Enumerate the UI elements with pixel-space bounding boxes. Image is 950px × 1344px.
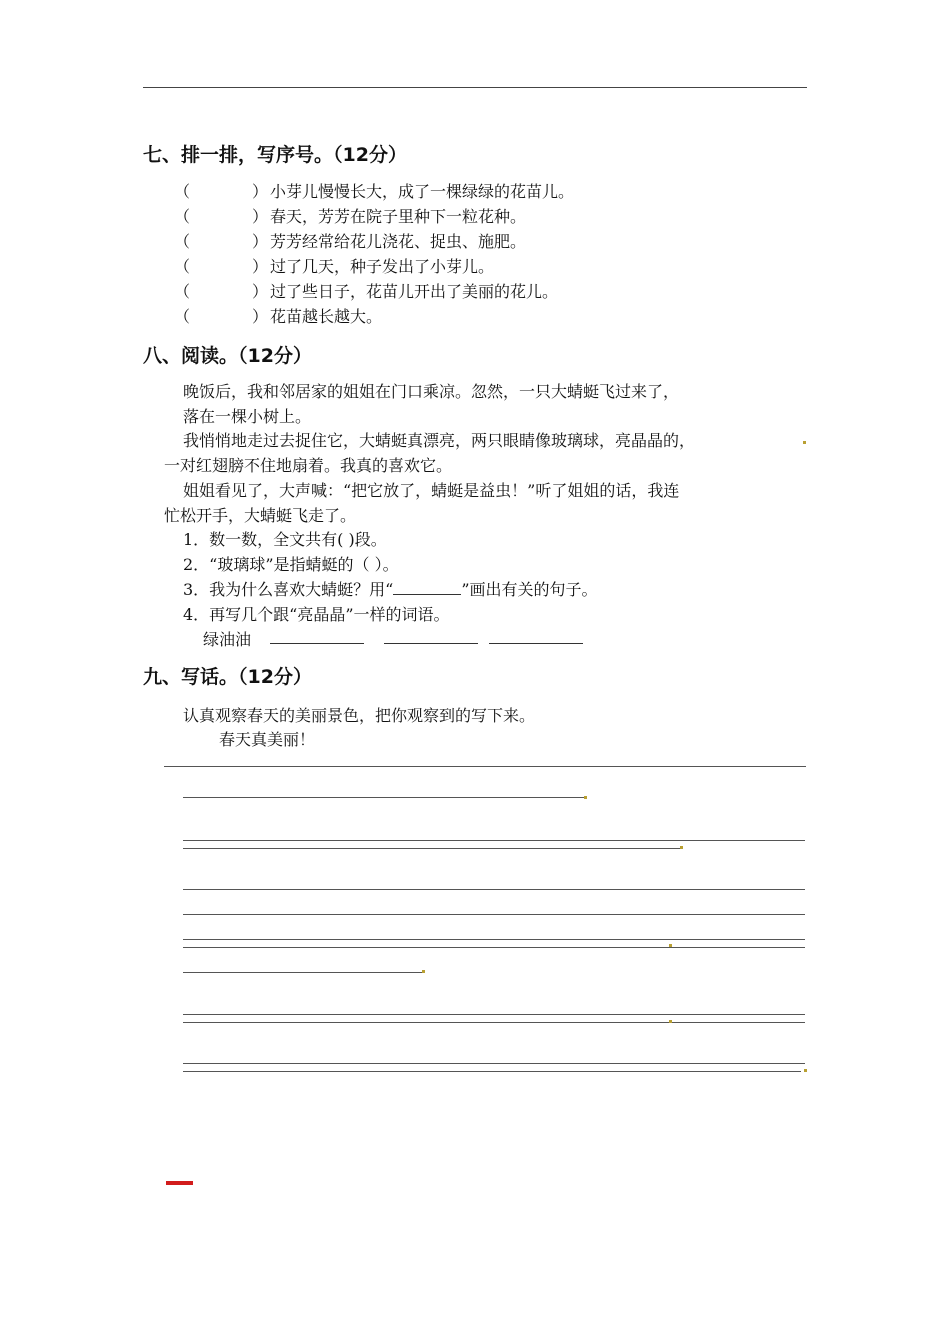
question-3 [183, 577, 598, 600]
stray-mark [669, 944, 672, 947]
paren-close: ） [252, 257, 269, 276]
section-9-heading: 九、写话。（12分） [143, 666, 312, 688]
question-3-suffix: ”画出有关的句子。 [461, 580, 598, 599]
writing-line [183, 947, 805, 948]
writing-start-line: 春天真美丽！ [219, 730, 316, 749]
paren-open: （ [174, 282, 191, 301]
ordering-item-text: 小芽儿慢慢长大，成了一棵绿绿的花苗儿。 [270, 182, 575, 201]
writing-line [183, 848, 680, 849]
stray-mark [422, 970, 425, 973]
paren-close: ） [252, 182, 269, 201]
answer-blank-2[interactable] [384, 643, 478, 644]
writing-line [183, 1071, 801, 1072]
question-4-example: 绿油油 [203, 630, 252, 649]
writing-line [183, 1014, 805, 1015]
answer-blank-1[interactable] [270, 643, 364, 644]
question-1: 1．数一数，全文共有( )段。 [183, 530, 387, 549]
stray-mark [803, 441, 806, 444]
red-footer-mark [166, 1181, 193, 1185]
writing-line [183, 840, 805, 841]
section-7-heading: 七、排一排，写序号。（12分） [143, 144, 407, 166]
paren-close: ） [252, 282, 269, 301]
stray-mark [669, 1020, 672, 1023]
writing-line [183, 972, 423, 973]
ordering-item-text: 芳芳经常给花儿浇花、捉虫、施肥。 [270, 232, 527, 251]
writing-line [183, 797, 585, 798]
question-2: 2．“玻璃球”是指蜻蜓的（ ）。 [183, 555, 399, 574]
writing-line [164, 766, 806, 767]
section-8-heading: 八、阅读。（12分） [143, 345, 312, 367]
ordering-item-text: 花苗越长越大。 [270, 307, 383, 326]
paren-open: （ [174, 232, 191, 251]
passage-line: 忙松开手，大蜻蜓飞走了。 [164, 506, 357, 525]
writing-line [183, 1022, 805, 1023]
stray-mark [584, 796, 587, 799]
passage-line: 晚饭后，我和邻居家的姐姐在门口乘凉。忽然，一只大蜻蜓飞过来了， [183, 382, 680, 401]
paren-open: （ [174, 182, 191, 201]
stray-mark [804, 1069, 807, 1072]
ordering-item-text: 过了几天，种子发出了小芽儿。 [270, 257, 495, 276]
paren-close: ） [252, 307, 269, 326]
question-4: 4．再写几个跟“亮晶晶”一样的词语。 [183, 605, 450, 624]
writing-line [183, 1063, 805, 1064]
ordering-item-text: 春天，芳芳在院子里种下一粒花种。 [270, 207, 527, 226]
underline-marker-blank[interactable] [393, 580, 461, 595]
writing-line [183, 939, 805, 940]
ordering-item-text: 过了些日子，花苗儿开出了美丽的花儿。 [270, 282, 559, 301]
paren-open: （ [174, 207, 191, 226]
passage-line: 姐姐看见了，大声喊：“把它放了，蜻蜓是益虫！”听了姐姐的话，我连 [183, 481, 680, 500]
answer-blank-3[interactable] [489, 643, 583, 644]
writing-prompt: 认真观察春天的美丽景色，把你观察到的写下来。 [183, 706, 536, 725]
passage-line: 我悄悄地走过去捉住它，大蜻蜓真漂亮，两只眼睛像玻璃球，亮晶晶的， [183, 431, 696, 450]
paren-close: ） [252, 207, 269, 226]
writing-line [183, 889, 805, 890]
paren-open: （ [174, 257, 191, 276]
stray-mark [680, 846, 683, 849]
passage-line: 一对红翅膀不住地扇着。我真的喜欢它。 [164, 456, 453, 475]
paren-close: ） [252, 232, 269, 251]
passage-line: 落在一棵小树上。 [183, 407, 312, 426]
writing-line [183, 914, 805, 915]
paren-open: （ [174, 307, 191, 326]
top-rule [143, 87, 807, 88]
question-3-prefix: 3．我为什么喜欢大蜻蜓？用“ [183, 580, 394, 599]
